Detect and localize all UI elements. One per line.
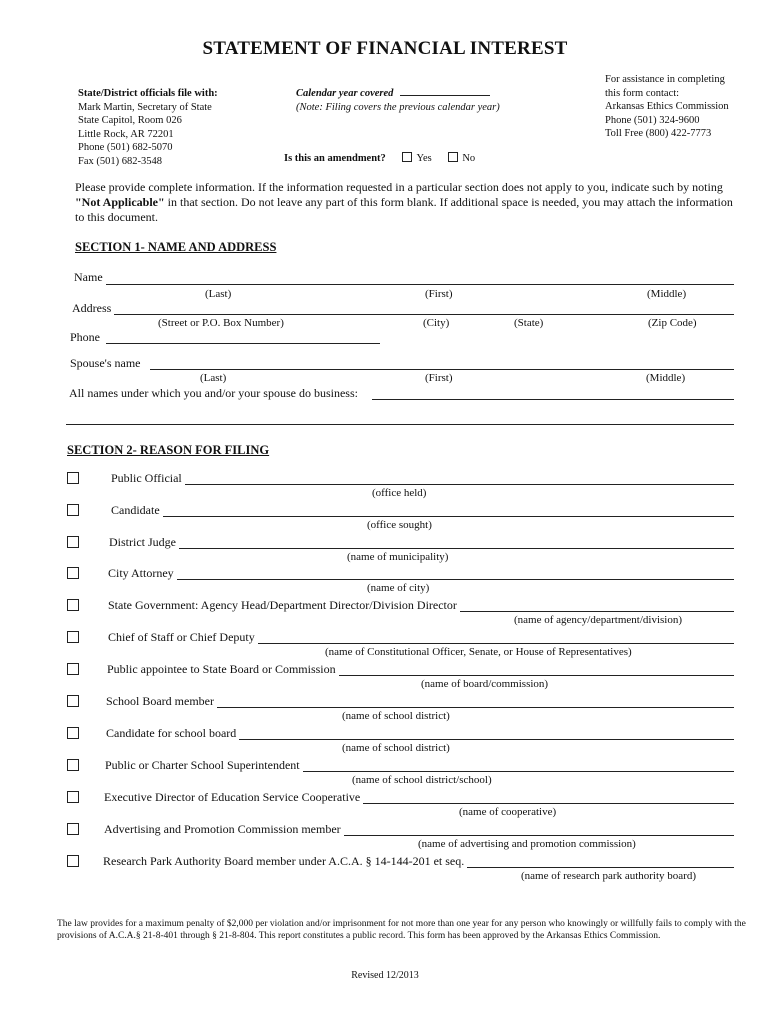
reason-sub-label: (name of school district) xyxy=(342,710,450,722)
reason-checkbox[interactable] xyxy=(67,663,79,675)
penalty-notice: The law provides for a maximum penalty of $2,000 per violation and/or imprisonment for not more than one year for any person who knowingly or willfully fails to comply with the provisions of A.C.A.§ 21-8-401 through § 21-8-804. This report constitutes a public record. This form has been approved by the Arkansas Ethics Commission. xyxy=(57,919,746,941)
assistance-line: Arkansas Ethics Commission xyxy=(605,101,729,112)
revision-date: Revised 12/2013 xyxy=(351,970,419,981)
reason-checkbox[interactable] xyxy=(67,823,79,835)
reason-detail-field[interactable] xyxy=(258,643,734,644)
spouse-label: Spouse's name xyxy=(70,356,141,370)
address-label: Address xyxy=(72,301,112,315)
reason-checkbox[interactable] xyxy=(67,855,79,867)
business-names-label: All names under which you and/or your spouse do business: xyxy=(69,386,358,400)
reason-detail-field[interactable] xyxy=(363,803,734,804)
reason-detail-field[interactable] xyxy=(163,516,734,517)
phone-field[interactable] xyxy=(106,343,380,344)
reason-checkbox[interactable] xyxy=(67,567,79,579)
reason-sub-label: (name of school district) xyxy=(342,742,450,754)
spouse-sub-middle: (Middle) xyxy=(646,372,686,384)
filing-office-line: Fax (501) 682-3548 xyxy=(78,155,162,167)
amendment-no-label: No xyxy=(462,153,476,164)
reason-detail-field[interactable] xyxy=(467,867,734,868)
reason-sub-label: (name of municipality) xyxy=(347,551,449,563)
reason-label: City Attorney xyxy=(108,566,174,580)
reason-checkbox[interactable] xyxy=(67,759,79,771)
instructions-paragraph xyxy=(75,180,735,225)
reason-label: Public appointee to State Board or Commission xyxy=(107,662,336,676)
spouse-sub-first: (First) xyxy=(425,372,453,384)
business-names-field-2[interactable] xyxy=(66,424,734,425)
reason-label: Chief of Staff or Chief Deputy xyxy=(108,630,255,644)
reason-checkbox[interactable] xyxy=(67,504,79,516)
phone-label: Phone xyxy=(70,330,100,344)
spouse-sub-last: (Last) xyxy=(200,372,227,384)
reason-label: Public Official xyxy=(111,471,182,485)
reason-detail-field[interactable] xyxy=(239,739,734,740)
reason-checkbox[interactable] xyxy=(67,631,79,643)
reason-detail-field[interactable] xyxy=(303,771,734,772)
calendar-year-note: (Note: Filing covers the previous calendar year) xyxy=(296,101,500,113)
reason-checkbox[interactable] xyxy=(67,536,79,548)
reason-checkbox[interactable] xyxy=(67,727,79,739)
instructions-text-end: in that section. Do not leave any part of this form blank. If additional space is needed, you may attach the information to this document. xyxy=(75,195,733,224)
reason-detail-field[interactable] xyxy=(177,579,734,580)
name-sub-middle: (Middle) xyxy=(647,288,687,300)
reason-label: State Government: Agency Head/Department Director/Division Director xyxy=(108,598,457,612)
calendar-year-block xyxy=(296,87,500,114)
amendment-yes-checkbox[interactable] xyxy=(402,152,412,162)
reason-label: Advertising and Promotion Commission member xyxy=(104,822,341,836)
reason-detail-field[interactable] xyxy=(185,484,734,485)
instructions-not-applicable: "Not Applicable" xyxy=(75,195,165,209)
reason-label: Candidate for school board xyxy=(106,726,237,740)
form-title: STATEMENT OF FINANCIAL INTEREST xyxy=(202,38,568,59)
address-sub-zip: (Zip Code) xyxy=(648,317,697,329)
assistance-line: For assistance in completing xyxy=(605,74,725,85)
filing-office-line: State Capitol, Room 026 xyxy=(78,115,182,126)
amendment-label: Is this an amendment? xyxy=(284,153,386,164)
reason-detail-field[interactable] xyxy=(344,835,734,836)
reason-detail-field[interactable] xyxy=(460,611,734,612)
assistance-line: this form contact: xyxy=(605,87,680,99)
address-sub-street: (Street or P.O. Box Number) xyxy=(158,317,284,329)
reason-label: Candidate xyxy=(111,503,160,517)
reason-sub-label: (office held) xyxy=(372,487,427,499)
filing-office-heading: State/District officials file with: xyxy=(78,88,218,99)
reason-detail-field[interactable] xyxy=(339,675,734,676)
name-label: Name xyxy=(74,270,103,284)
amendment-yes-label: Yes xyxy=(416,153,432,164)
filing-office-line: Mark Martin, Secretary of State xyxy=(78,101,212,113)
section2-heading: SECTION 2- REASON FOR FILING xyxy=(67,443,270,457)
instructions-text: Please provide complete information. If the information requested in a particular section does not apply to you, indicate such by noting xyxy=(75,180,723,194)
address-sub-state: (State) xyxy=(514,317,544,329)
reason-checkbox[interactable] xyxy=(67,695,79,707)
section1-heading: SECTION 1- NAME AND ADDRESS xyxy=(75,240,277,254)
reason-label: Research Park Authority Board member under A.C.A. § 14-144-201 et seq. xyxy=(103,854,465,868)
name-field[interactable] xyxy=(106,284,734,285)
reason-sub-label: (name of city) xyxy=(367,582,430,594)
reason-checkbox[interactable] xyxy=(67,472,79,484)
spouse-name-field[interactable] xyxy=(150,369,734,370)
reason-sub-label: (name of agency/department/division) xyxy=(514,614,682,626)
reason-label: Executive Director of Education Service Cooperative xyxy=(104,790,361,804)
business-names-field[interactable] xyxy=(372,399,734,400)
reason-sub-label: (name of cooperative) xyxy=(459,806,557,818)
address-sub-city: (City) xyxy=(423,317,450,329)
reason-label: Public or Charter School Superintendent xyxy=(105,758,300,772)
reason-sub-label: (name of board/commission) xyxy=(421,678,549,690)
reason-label: District Judge xyxy=(109,535,176,549)
reason-sub-label: (office sought) xyxy=(367,519,432,531)
amendment-no-checkbox[interactable] xyxy=(448,152,458,162)
name-sub-last: (Last) xyxy=(205,288,232,300)
calendar-year-label: Calendar year covered xyxy=(296,88,394,99)
filing-office-line: Little Rock, AR 72201 xyxy=(78,128,174,140)
reason-sub-label: (name of research park authority board) xyxy=(521,870,697,882)
assistance-block xyxy=(605,73,729,141)
reason-detail-field[interactable] xyxy=(217,707,734,708)
reason-checkbox[interactable] xyxy=(67,791,79,803)
reason-label: School Board member xyxy=(106,694,214,708)
calendar-year-field[interactable] xyxy=(400,95,490,96)
address-field[interactable] xyxy=(114,314,734,315)
filing-office-block xyxy=(78,87,218,168)
assistance-line: Toll Free (800) 422-7773 xyxy=(605,128,712,139)
reason-sub-label: (name of Constitutional Officer, Senate, or House of Representatives) xyxy=(325,646,632,658)
reason-sub-label: (name of school district/school) xyxy=(352,774,492,786)
amendment-row xyxy=(284,152,475,166)
reason-sub-label: (name of advertising and promotion commission) xyxy=(418,838,636,850)
name-sub-first: (First) xyxy=(425,288,453,300)
assistance-line: Phone (501) 324-9600 xyxy=(605,114,700,126)
reason-checkbox[interactable] xyxy=(67,599,79,611)
reason-detail-field[interactable] xyxy=(179,548,734,549)
filing-office-line: Phone (501) 682-5070 xyxy=(78,142,173,153)
